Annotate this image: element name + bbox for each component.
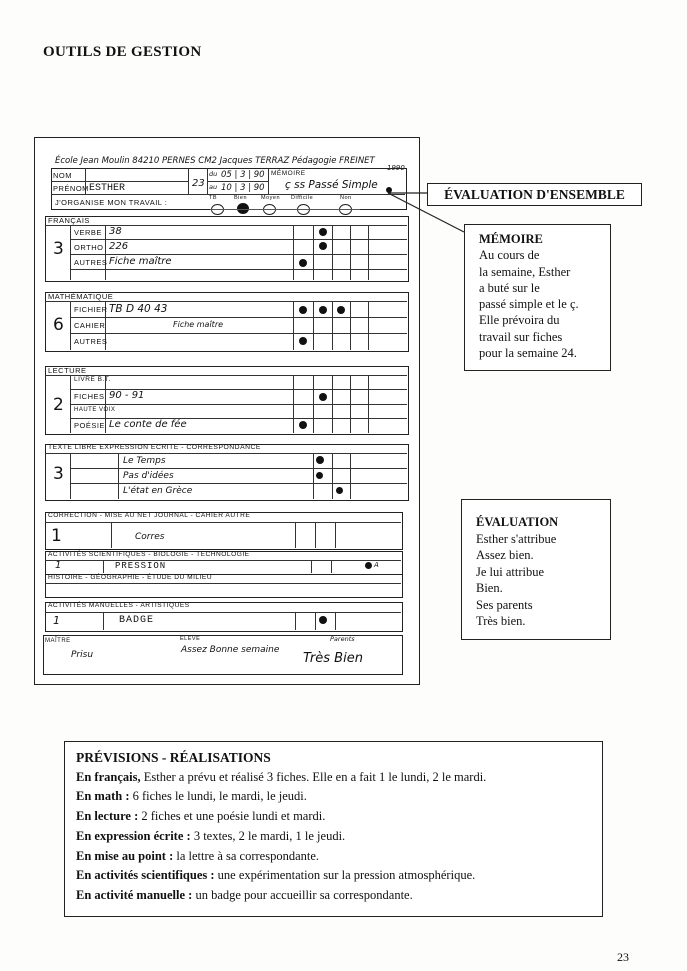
level-bien: Bien bbox=[234, 195, 248, 201]
histoire-title: HISTOIRE - GÉOGRAPHIE - ÉTUDE DU MILIEU bbox=[48, 574, 213, 581]
previsions-row-text: Esther a prévu et réalisé 3 fiches. Elle en a fait 1 le lundi, 2 le mardi. bbox=[140, 769, 487, 784]
previsions-row-lead: En lecture : bbox=[76, 809, 139, 824]
previsions-row-text: la lettre à sa correspondante. bbox=[173, 848, 320, 863]
previsions-row-lead: En activité manuelle : bbox=[76, 887, 193, 902]
au-label: au bbox=[209, 183, 218, 191]
evaluation-ensemble-label: ÉVALUATION D'ENSEMBLE bbox=[427, 183, 642, 206]
previsions-row-lead: En math : bbox=[76, 789, 130, 804]
previsions-row-lead: En mise au point : bbox=[76, 848, 174, 863]
evaluation-callout-line: Assez bien. bbox=[476, 548, 534, 562]
previsions-row-lead: En expression écrite : bbox=[76, 828, 191, 843]
memoire-label: MÉMOIRE bbox=[271, 170, 306, 177]
lecture-row-value: 90 - 91 bbox=[109, 390, 145, 401]
correction-value: Corres bbox=[135, 532, 165, 542]
francais-row-label: AUTRES bbox=[74, 258, 108, 267]
previsions-row bbox=[76, 768, 602, 788]
previsions-row bbox=[76, 807, 602, 827]
previsions-row-lead: En activités scientifiques : bbox=[76, 868, 215, 883]
level-difficile: Difficile bbox=[291, 195, 314, 201]
prenom-value: ESTHER bbox=[89, 183, 126, 194]
lecture-row-label: LIVRE B.T. bbox=[74, 376, 111, 383]
previsions-row bbox=[76, 787, 602, 807]
maitre-signature: Prisu bbox=[71, 650, 94, 660]
memoire-callout-line: travail sur fiches bbox=[479, 329, 563, 344]
previsions-row-text: un badge pour accueillir sa correspondante. bbox=[192, 887, 413, 902]
texte-item: L'état en Grèce bbox=[123, 486, 193, 496]
memoire-callout-line: Au cours de bbox=[479, 248, 540, 263]
lecture-row-label: FICHES bbox=[74, 392, 105, 401]
texte-title: TEXTE LIBRE EXPRESSION ECRITE - CORRESPONDANCE bbox=[48, 444, 261, 451]
evaluation-callout-line: Très bien. bbox=[476, 614, 526, 628]
previsions-title: PRÉVISIONS - RÉALISATIONS bbox=[76, 750, 271, 765]
previsions-row-text: une expérimentation sur la pression atmosphérique. bbox=[214, 868, 476, 883]
memoire-callout bbox=[464, 224, 611, 371]
memoire-callout-line: Elle prévoira du bbox=[479, 313, 560, 328]
correction-title: CORRECTION - MISE AU NET JOURNAL - CAHIER AUTRE bbox=[48, 512, 251, 519]
manuelles-count: 1 bbox=[53, 614, 60, 627]
francais-count: 3 bbox=[53, 239, 64, 259]
evaluation-callout bbox=[461, 499, 611, 640]
eleve-label: ÉLÈVE bbox=[180, 636, 201, 642]
previsions-row-text: 6 fiches le lundi, le mardi, le jeudi. bbox=[129, 789, 307, 804]
previsions-row-text: 3 textes, 2 le mardi, 1 le jeudi. bbox=[190, 828, 346, 843]
page-number: 23 bbox=[617, 950, 629, 964]
math-row-label: AUTRES bbox=[74, 337, 108, 346]
previsions-row bbox=[76, 827, 602, 847]
previsions-row-text: 2 fiches et une poésie lundi et mardi. bbox=[138, 809, 326, 824]
memoire-callout-line: a buté sur le bbox=[479, 280, 540, 295]
math-row-label: FICHIER bbox=[74, 305, 108, 314]
school-line: École Jean Moulin 84210 PERNES CM2 Jacques TERRAZ Pédagogie FREINET bbox=[55, 156, 375, 166]
manuelles-value: BADGE bbox=[119, 615, 155, 626]
date-from: 05 | 3 | 90 bbox=[221, 170, 265, 180]
eleve-comment: Assez Bonne semaine bbox=[181, 645, 280, 655]
lecture-row-label: POÉSIE bbox=[74, 421, 105, 430]
memoire-callout-line: passé simple et le ç. bbox=[479, 297, 579, 312]
sciences-value: PRESSION bbox=[115, 561, 167, 571]
maitre-label: MAÎTRE bbox=[45, 638, 71, 644]
level-non: Non bbox=[340, 195, 352, 201]
math-count: 6 bbox=[53, 315, 64, 335]
lecture-title: LECTURE bbox=[48, 366, 87, 375]
prenom-label: PRÉNOM bbox=[53, 184, 89, 193]
year-mark: 1990 bbox=[387, 164, 405, 172]
du-label: du bbox=[209, 170, 218, 178]
page-header: OUTILS DE GESTION bbox=[43, 44, 202, 60]
sciences-count: 1 bbox=[55, 560, 62, 571]
organise-label: J'ORGANISE MON TRAVAIL : bbox=[55, 198, 168, 207]
sciences-mark: A bbox=[374, 561, 379, 569]
lecture-count: 2 bbox=[53, 395, 64, 415]
previsions-row bbox=[76, 866, 602, 886]
math-row-value: Fiche maître bbox=[173, 320, 224, 329]
level-tb: TB bbox=[209, 195, 218, 201]
parents-comment: Très Bien bbox=[303, 651, 363, 666]
francais-row-value: Fiche maître bbox=[109, 256, 172, 267]
manuelles-title: ACTIVITÉS MANUELLES - ARTISTIQUES bbox=[48, 602, 190, 609]
previsions-row bbox=[76, 886, 602, 906]
math-row-label: CAHIER bbox=[74, 321, 106, 330]
memoire-callout-line: la semaine, Esther bbox=[479, 264, 571, 279]
evaluation-callout-title: ÉVALUATION bbox=[476, 515, 559, 529]
correction-count: 1 bbox=[51, 526, 62, 546]
lecture-row-label: HAUTE VOIX bbox=[74, 407, 116, 413]
level-moyen: Moyen bbox=[261, 195, 281, 201]
evaluation-callout-line: Bien. bbox=[476, 581, 503, 595]
nom-label: NOM bbox=[53, 171, 72, 180]
francais-row-value: 226 bbox=[109, 241, 129, 252]
previsions-box bbox=[64, 741, 603, 917]
memoire-callout-title: MÉMOIRE bbox=[479, 232, 543, 246]
texte-item: Pas d'idées bbox=[123, 471, 174, 481]
evaluation-callout-line: Esther s'attribue bbox=[476, 531, 557, 546]
memoire-value: ç ss Passé Simple bbox=[285, 179, 378, 191]
evaluation-callout-line: Ses parents bbox=[476, 597, 533, 612]
date-to: 10 | 3 | 90 bbox=[221, 183, 265, 193]
texte-item: Le Temps bbox=[123, 456, 166, 466]
previsions-row bbox=[76, 847, 602, 867]
math-row-value: TB D 40 43 bbox=[109, 303, 168, 315]
lecture-row-value: Le conte de fée bbox=[109, 419, 187, 430]
francais-row-label: VERBE bbox=[74, 228, 102, 237]
francais-row-value: 38 bbox=[109, 226, 122, 237]
previsions-row-lead: En français, bbox=[76, 769, 141, 784]
sciences-title: ACTIVITÉS SCIENTIFIQUES - BIOLOGIE - TECHNOLOGIE bbox=[48, 551, 250, 558]
francais-title: FRANÇAIS bbox=[48, 216, 90, 225]
week-number: 23 bbox=[192, 178, 205, 189]
evaluation-callout-line: Je lui attribue bbox=[476, 564, 545, 579]
math-title: MATHÉMATIQUE bbox=[48, 292, 114, 301]
texte-count: 3 bbox=[53, 464, 64, 484]
memoire-callout-line: pour la semaine 24. bbox=[479, 346, 577, 361]
parents-label: Parents bbox=[330, 635, 355, 643]
francais-row-label: ORTHO bbox=[74, 243, 104, 252]
